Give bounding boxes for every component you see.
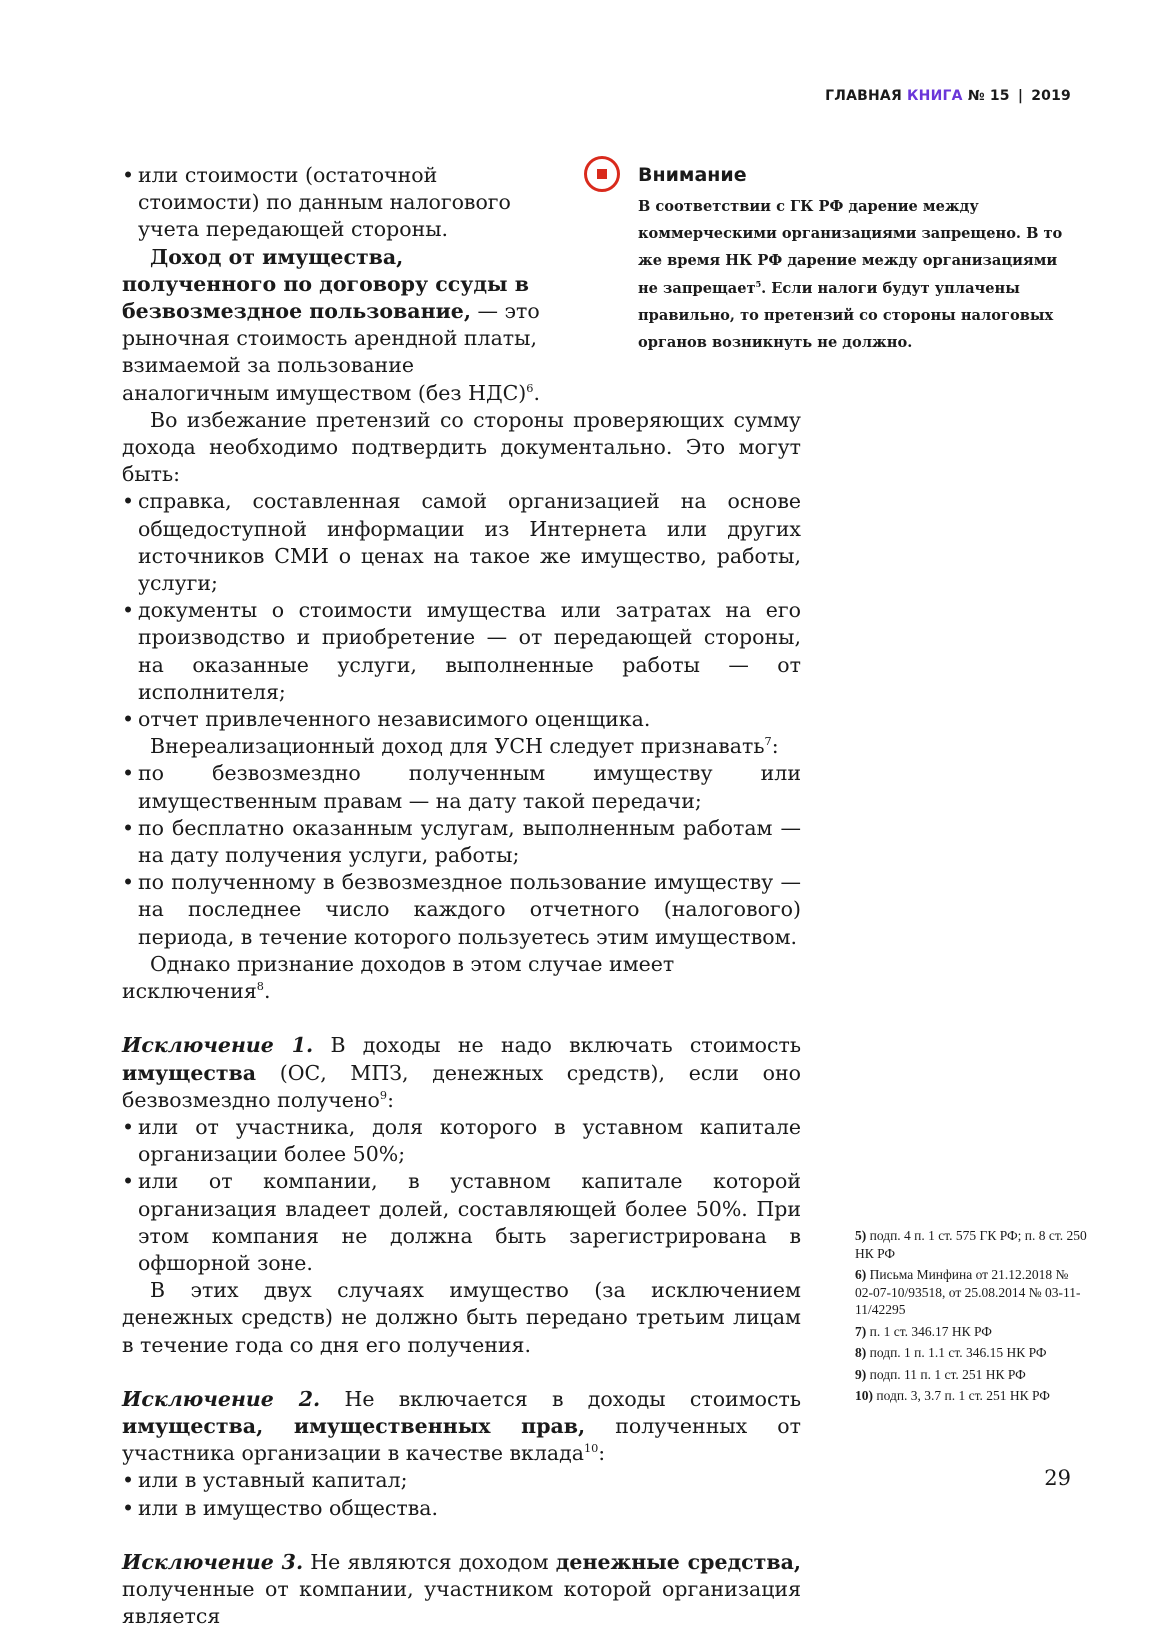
brand-name: ГЛАВНАЯ bbox=[825, 88, 902, 104]
attention-text: В соответствии с ГК РФ дарение между коммерческими организациями запрещено. В то же время НК РФ дарение между организациями не запрещает$^5$. Если налоги будут уплачены правильно, то претензий со стороны налоговых органов возникнуть не должно. bbox=[638, 198, 1063, 352]
list-item: • отчет привлеченного независимого оценщика. bbox=[122, 706, 801, 733]
footnote: 7) п. 1 ст. 346.17 НК РФ bbox=[855, 1323, 992, 1339]
term-bold: Доход от имущества, полученного по договору ссуды в безвозмездное пользование, bbox=[122, 244, 529, 324]
footnote: 10) подп. 3, 3.7 п. 1 ст. 251 НК РФ bbox=[855, 1388, 1050, 1403]
list-item: • или стоимости (остаточной стоимости) по данным налогового учета передающей стороны. bbox=[122, 162, 559, 244]
list-item: • или в имущество общества. bbox=[122, 1495, 801, 1522]
page-number: 29 bbox=[1044, 1466, 1071, 1490]
list-item: • справка, составленная самой организацией на основе общедоступной информации из Интернета или других источников СМИ о ценах на такое же имущество, работы, услуги; bbox=[122, 488, 801, 597]
paragraph: В этих двух случаях имущество (за исключением денежных средств) не должно быть передано третьим лицам в течение года со дня его получения. bbox=[122, 1278, 801, 1357]
list-item: • по безвозмездно полученным имуществу или имущественным правам — на дату такой передачи; bbox=[122, 760, 801, 814]
brand-name-accent: КНИГА bbox=[907, 88, 963, 104]
paragraph: Однако признание доходов в этом случае имеет исключения$^8$. bbox=[122, 951, 675, 1004]
list-item: • документы о стоимости имущества или затратах на его производство и приобретение — от передающей стороны, на оказанные услуги, выполненные работы — от исполнителя; bbox=[122, 597, 801, 706]
list-item: • или от участника, доля которого в уставном капитале организации более 50%; bbox=[122, 1114, 801, 1168]
exception-2: Исключение 2. Не включается в доходы стоимость имущества, имущественных прав, полученных от участника организации в качестве вклада$^{10}$: bbox=[122, 1386, 801, 1466]
list-item: • или от компании, в уставном капитале которой организация владеет долей, составляющей более 50%. При этом компания не должна быть зарегистрирована в офшорной зоне. bbox=[122, 1168, 801, 1277]
paragraph: Доход от имущества, полученного по договору ссуды в безвозмездное пользование, — это рыночная стоимость арендной платы, взимаемой за пользование аналогичным имуществом (без НДС)$^6$. bbox=[122, 244, 540, 405]
header-separator: | bbox=[1017, 88, 1024, 104]
footnote: 5) подп. 4 п. 1 ст. 575 ГК РФ; п. 8 ст. 250 НК РФ bbox=[855, 1228, 1087, 1261]
paragraph: Во избежание претензий со стороны проверяющих сумму дохода необходимо подтвердить документально. Это могут быть: bbox=[122, 407, 801, 487]
running-header bbox=[825, 88, 1071, 104]
footnote: 6) Письма Минфина от 21.12.2018 № 02-07-10/93518, от 25.08.2014 № 03-11-11/42295 bbox=[855, 1267, 1081, 1317]
exception-1: Исключение 1. В доходы не надо включать стоимость имущества (ОС, МПЗ, денежных средств), если оно безвозмездно получено$^9$: bbox=[122, 1033, 801, 1112]
footnote: 8) подп. 1 п. 1.1 ст. 346.15 НК РФ bbox=[855, 1345, 1047, 1360]
footnote: 9) подп. 11 п. 1 ст. 251 НК РФ bbox=[855, 1366, 1026, 1382]
paragraph: Внереализационный доход для УСН следует признавать$^7$: bbox=[150, 734, 779, 759]
article-body bbox=[122, 162, 801, 1630]
list-item: • или в уставный капитал; bbox=[122, 1467, 801, 1494]
list-item: • по полученному в безвозмездное пользование имуществу — на последнее число каждого отчетного (налогового) периода, в течение которого пользуетесь этим имуществом. bbox=[122, 869, 801, 951]
footnotes bbox=[855, 1227, 1087, 1409]
attention-title: Внимание bbox=[638, 164, 747, 186]
list-item: • по бесплатно оказанным услугам, выполненным работам — на дату получения услуги, работы; bbox=[122, 815, 801, 869]
exception-3: Исключение 3. Не являются доходом денежные средства, полученные от компании, участником которой организация является bbox=[122, 1549, 802, 1629]
issue-year: 2019 bbox=[1031, 88, 1071, 104]
issue-number: № 15 bbox=[967, 88, 1010, 104]
